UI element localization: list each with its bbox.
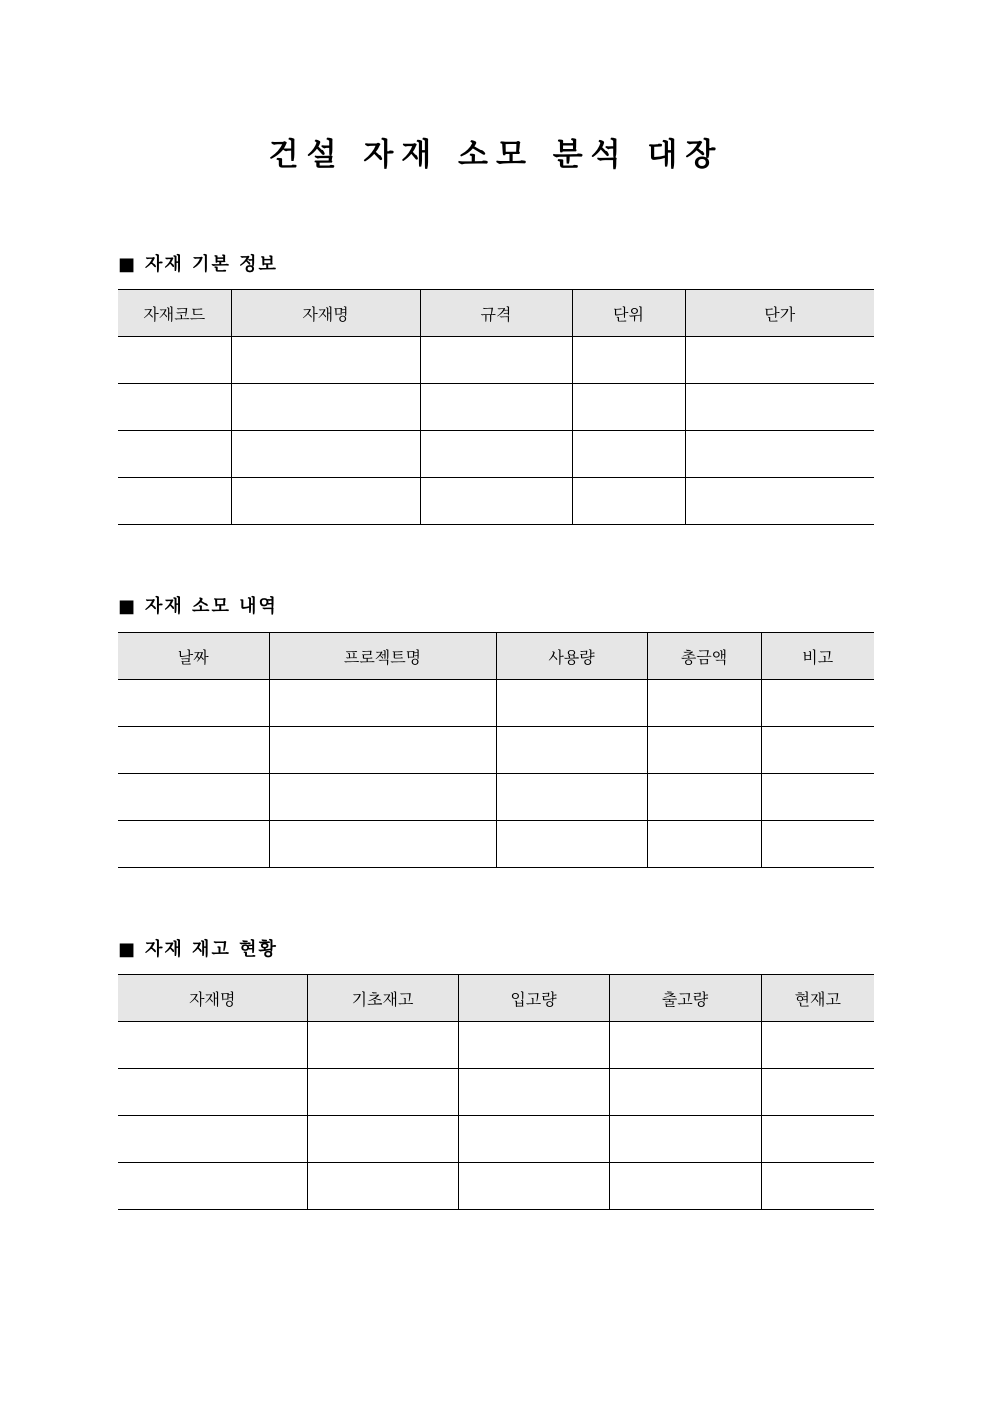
table-row (118, 727, 874, 774)
section-heading-material-info (118, 253, 278, 277)
square-bullet-icon: ■ (118, 596, 138, 617)
table-cell[interactable] (118, 727, 269, 774)
table-cell[interactable] (118, 1116, 307, 1163)
table-cell[interactable] (118, 774, 269, 821)
table-cell[interactable] (118, 478, 231, 525)
column-header-project-name: 프로젝트명 (269, 633, 496, 680)
section-title: 자재 기본 정보 (145, 254, 278, 275)
table-cell[interactable] (647, 727, 761, 774)
table-cell[interactable] (269, 680, 496, 727)
table-cell[interactable] (572, 384, 685, 431)
table-cell[interactable] (647, 821, 761, 868)
table-cell[interactable] (572, 337, 685, 384)
section-title: 자재 재고 현황 (145, 939, 278, 960)
column-header-current-stock: 현재고 (761, 975, 874, 1022)
section-heading-inventory (118, 938, 278, 962)
table-header-row (118, 975, 874, 1022)
table-cell[interactable] (761, 774, 874, 821)
table-cell[interactable] (420, 478, 572, 525)
column-header-opening-stock: 기초재고 (307, 975, 458, 1022)
table-cell[interactable] (761, 821, 874, 868)
table-row (118, 1163, 874, 1210)
table-cell[interactable] (118, 1069, 307, 1116)
table-row (118, 478, 874, 525)
table-row (118, 384, 874, 431)
table-cell[interactable] (307, 1163, 458, 1210)
table-cell[interactable] (118, 1022, 307, 1069)
column-header-material-name: 자재명 (231, 290, 420, 337)
table-row (118, 680, 874, 727)
square-bullet-icon: ■ (118, 939, 138, 960)
table-row (118, 1022, 874, 1069)
table-cell[interactable] (761, 1022, 874, 1069)
table-cell[interactable] (685, 478, 874, 525)
table-cell[interactable] (458, 1116, 609, 1163)
table-cell[interactable] (647, 774, 761, 821)
table-cell[interactable] (420, 337, 572, 384)
table-cell[interactable] (307, 1022, 458, 1069)
table-cell[interactable] (647, 680, 761, 727)
table-cell[interactable] (269, 821, 496, 868)
table-cell[interactable] (609, 1069, 761, 1116)
table-cell[interactable] (231, 384, 420, 431)
table-row (118, 774, 874, 821)
consumption-table (118, 632, 874, 868)
table-cell[interactable] (118, 1163, 307, 1210)
table-cell[interactable] (685, 384, 874, 431)
table-cell[interactable] (609, 1163, 761, 1210)
column-header-issued-qty: 출고량 (609, 975, 761, 1022)
section-heading-consumption (118, 595, 278, 619)
table-cell[interactable] (420, 384, 572, 431)
column-header-unit: 단위 (572, 290, 685, 337)
column-header-received-qty: 입고량 (458, 975, 609, 1022)
table-row (118, 431, 874, 478)
table-cell[interactable] (118, 680, 269, 727)
column-header-total-amount: 총금액 (647, 633, 761, 680)
material-info-table (118, 289, 874, 525)
table-cell[interactable] (761, 1069, 874, 1116)
table-cell[interactable] (118, 384, 231, 431)
table-cell[interactable] (496, 727, 647, 774)
column-header-usage: 사용량 (496, 633, 647, 680)
column-header-remarks: 비고 (761, 633, 874, 680)
inventory-table (118, 974, 874, 1210)
table-cell[interactable] (609, 1022, 761, 1069)
table-cell[interactable] (761, 727, 874, 774)
table-cell[interactable] (118, 337, 231, 384)
square-bullet-icon: ■ (118, 254, 138, 275)
table-cell[interactable] (496, 774, 647, 821)
table-cell[interactable] (231, 337, 420, 384)
table-cell[interactable] (761, 1163, 874, 1210)
column-header-unit-price: 단가 (685, 290, 874, 337)
table-cell[interactable] (496, 680, 647, 727)
table-row (118, 337, 874, 384)
table-cell[interactable] (118, 431, 231, 478)
table-row (118, 1116, 874, 1163)
table-row (118, 821, 874, 868)
column-header-material-code: 자재코드 (118, 290, 231, 337)
table-cell[interactable] (307, 1069, 458, 1116)
table-cell[interactable] (685, 337, 874, 384)
table-cell[interactable] (269, 774, 496, 821)
section-title: 자재 소모 내역 (145, 596, 278, 617)
table-cell[interactable] (118, 821, 269, 868)
table-cell[interactable] (307, 1116, 458, 1163)
table-header-row (118, 290, 874, 337)
table-cell[interactable] (458, 1022, 609, 1069)
table-cell[interactable] (231, 431, 420, 478)
table-cell[interactable] (231, 478, 420, 525)
table-cell[interactable] (458, 1069, 609, 1116)
column-header-date: 날짜 (118, 633, 269, 680)
table-row (118, 1069, 874, 1116)
table-header-row (118, 633, 874, 680)
table-cell[interactable] (761, 1116, 874, 1163)
table-cell[interactable] (572, 431, 685, 478)
table-cell[interactable] (458, 1163, 609, 1210)
document-title: 건설 자재 소모 분석 대장 (268, 137, 724, 173)
table-cell[interactable] (685, 431, 874, 478)
column-header-spec: 규격 (420, 290, 572, 337)
table-cell[interactable] (761, 680, 874, 727)
table-cell[interactable] (496, 821, 647, 868)
table-cell[interactable] (269, 727, 496, 774)
table-cell[interactable] (572, 478, 685, 525)
table-cell[interactable] (420, 431, 572, 478)
column-header-material-name: 자재명 (118, 975, 307, 1022)
table-cell[interactable] (609, 1116, 761, 1163)
